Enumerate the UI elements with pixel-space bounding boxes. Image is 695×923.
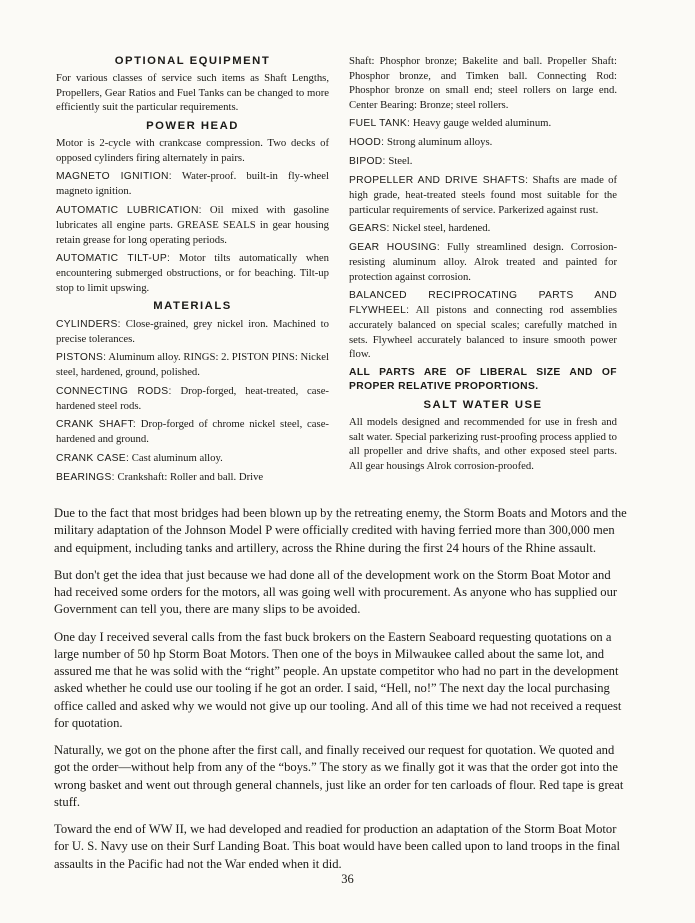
spec-item-fuel-tank xyxy=(349,116,617,131)
spec-term: BEARINGS: xyxy=(56,471,115,483)
spec-value: Steel. xyxy=(388,155,413,168)
spec-term: FUEL TANK: xyxy=(349,118,411,130)
body-paragraph: Toward the end of WW II, we had developed and readied for production an adaptation of the Storm Boat Motor for U. S. Navy use on their Surf Landing Boat. This boat would have been called upon to land troops in the final assaults in the Pacific had not the War ended when it did. xyxy=(54,822,621,871)
spec-item-gear-housing xyxy=(349,240,617,284)
spec-term: BALANCED RECIPROCATING PARTS AND FLYWHEEL: xyxy=(349,290,617,317)
spec-right-column xyxy=(349,54,617,478)
bearings-continuation: Shaft: Phosphor bronze; Bakelite and ball. Propeller Shaft: Phosphor bronze, and Timken ball. Connecting Rod: Phosphor bronze on small end; steel rollers on large end. Center Bearing: Bronze; steel rollers. xyxy=(349,55,617,111)
power-head-text: Motor is 2-cycle with crankcase compression. Two decks of opposed cylinders firing alternately in pairs. xyxy=(56,137,329,164)
spec-value: Motor tilts automatically when encountering submerged obstructions, or for beaching. Tilt-up stop to limit upswing. xyxy=(56,252,330,294)
spec-term: PISTONS: xyxy=(56,352,107,364)
spec-item-propeller-drive-shafts xyxy=(349,173,617,217)
spec-item-magneto-ignition xyxy=(56,169,329,199)
spec-item-crank-shaft xyxy=(56,417,329,447)
spec-item-crank-case xyxy=(56,451,329,466)
spec-item-balanced-parts xyxy=(349,288,617,362)
spec-term: GEARS: xyxy=(349,223,390,235)
page-number: 36 xyxy=(341,872,354,886)
body-paragraph: Naturally, we got on the phone after the first call, and finally received our request for quotation. We quoted and got the order—without help from any of the “boys.” The story as we finally got it was that the order got into the wrong basket and went out through general channels, just like an order for ten carloads of flour. Red tape is great stuff. xyxy=(54,743,624,809)
spec-value: All pistons and connecting rod assemblies accurately balanced on special scales; carefully matched in sets. Flywheel accurately balanced to insure smooth power flow. xyxy=(349,304,617,361)
spec-term: MAGNETO IGNITION: xyxy=(56,171,172,183)
spec-value: Crankshaft: Roller and ball. Drive xyxy=(117,470,264,483)
spec-term: CRANK SHAFT: xyxy=(56,419,137,431)
spec-item-cylinders xyxy=(56,317,329,347)
power-head-heading: POWER HEAD xyxy=(146,120,239,132)
spec-value: Close-grained, grey nickel iron. Machined to precise tolerances. xyxy=(56,317,329,345)
spec-term: HOOD: xyxy=(349,137,385,149)
spec-item-hood xyxy=(349,135,617,150)
spec-value: Strong aluminum alloys. xyxy=(386,136,493,149)
liberal-size-statement: ALL PARTS ARE OF LIBERAL SIZE AND OF PROPER RELATIVE PROPORTIONS. xyxy=(349,367,617,393)
spec-item-automatic-lubrication xyxy=(56,203,329,247)
spec-value: Heavy gauge welded aluminum. xyxy=(412,117,552,130)
spec-item-gears xyxy=(349,221,617,236)
spec-term: CRANK CASE: xyxy=(56,452,130,464)
body-paragraph: Due to the fact that most bridges had been blown up by the retreating enemy, the Storm Boats and Motors and the military adaptation of the Johnson Model P were officially credited with having ferried more than 300,000 men and equipment, including tanks and artillery, across the Rhine during the first 24 hours of the Rhine assault. xyxy=(54,506,627,555)
salt-water-text: All models designed and recommended for use in fresh and salt water. Special parkerizing rust-proofing process applied to all propeller and drive shafts, and other exposed steel parts. All gear housings Alrok corrosion-proofed. xyxy=(349,416,617,473)
spec-left-column xyxy=(56,54,329,489)
spec-item-automatic-tilt-up xyxy=(56,251,329,295)
spec-value: Drop-forged, heat-treated, case-hardened steel rods. xyxy=(56,384,329,412)
spec-value: Drop-forged of chrome nickel steel, case-hardened and ground. xyxy=(56,418,329,446)
spec-value: Water-proof. built-in fly-wheel magneto ignition. xyxy=(56,170,329,198)
spec-term: BIPOD: xyxy=(349,156,386,168)
spec-item-pistons xyxy=(56,350,329,380)
spec-term: PROPELLER AND DRIVE SHAFTS: xyxy=(349,175,529,187)
spec-item-connecting-rods xyxy=(56,384,329,414)
spec-term: AUTOMATIC TILT-UP: xyxy=(56,253,171,265)
optional-equipment-heading: OPTIONAL EQUIPMENT xyxy=(114,55,271,67)
spec-value: Shafts are made of high grade, heat-treated steels found most suitable for the particular requirements of service. Parkerized against rust. xyxy=(349,174,618,216)
spec-value: Aluminum alloy. RINGS: 2. PISTON PINS: Nickel steel, hardened, ground, polished. xyxy=(56,351,329,379)
body-paragraph: But don't get the idea that just because we had done all of the development work on the Storm Boat Motor and had received some orders for the motors, all was going well with procurement. As anyone who has supplied our Government can tell you, there are many slips to be avoided. xyxy=(54,567,618,617)
optional-equipment-text: For various classes of service such items as Shaft Lengths, Propellers, Gear Ratios and Fuel Tanks can be changed to more efficiently suit the particular requirements. xyxy=(56,72,329,114)
body-paragraph: One day I received several calls from the fast buck brokers on the Eastern Seaboard requesting quotations on a large number of 50 hp Storm Boat Motors. Then one of the boys in Milwaukee called about the same lot, and assured me that he was solid with the “right” people. An upstate competitor who had no part in the development asked whether he could use our tooling if he got an order. I said, “Hell, no!” The next day the local purchasing office called and asked why we would not give up our tooling. And all of this time we had not received a request for quotation. xyxy=(54,629,622,730)
spec-term: GEAR HOUSING: xyxy=(349,242,441,254)
spec-item-bipod xyxy=(349,154,617,169)
spec-item-bearings xyxy=(56,470,329,485)
narrative-body xyxy=(54,505,629,883)
spec-value: Oil mixed with gasoline lubricates all engine parts. GREASE SEALS in gear housing retain grease for long operating periods. xyxy=(56,204,329,246)
materials-heading: MATERIALS xyxy=(153,300,232,313)
spec-value: Nickel steel, hardened. xyxy=(392,222,491,235)
spec-term: AUTOMATIC LUBRICATION: xyxy=(56,205,202,216)
spec-value: Cast aluminum alloy. xyxy=(131,451,223,464)
spec-term: CYLINDERS: xyxy=(56,318,121,330)
spec-value: Fully streamlined design. Corrosion-resisting aluminum alloy. Alrok treated and painted for protection against corrosion. xyxy=(349,241,618,283)
salt-water-heading: SALT WATER USE xyxy=(423,399,543,412)
spec-term: CONNECTING RODS: xyxy=(56,385,172,397)
